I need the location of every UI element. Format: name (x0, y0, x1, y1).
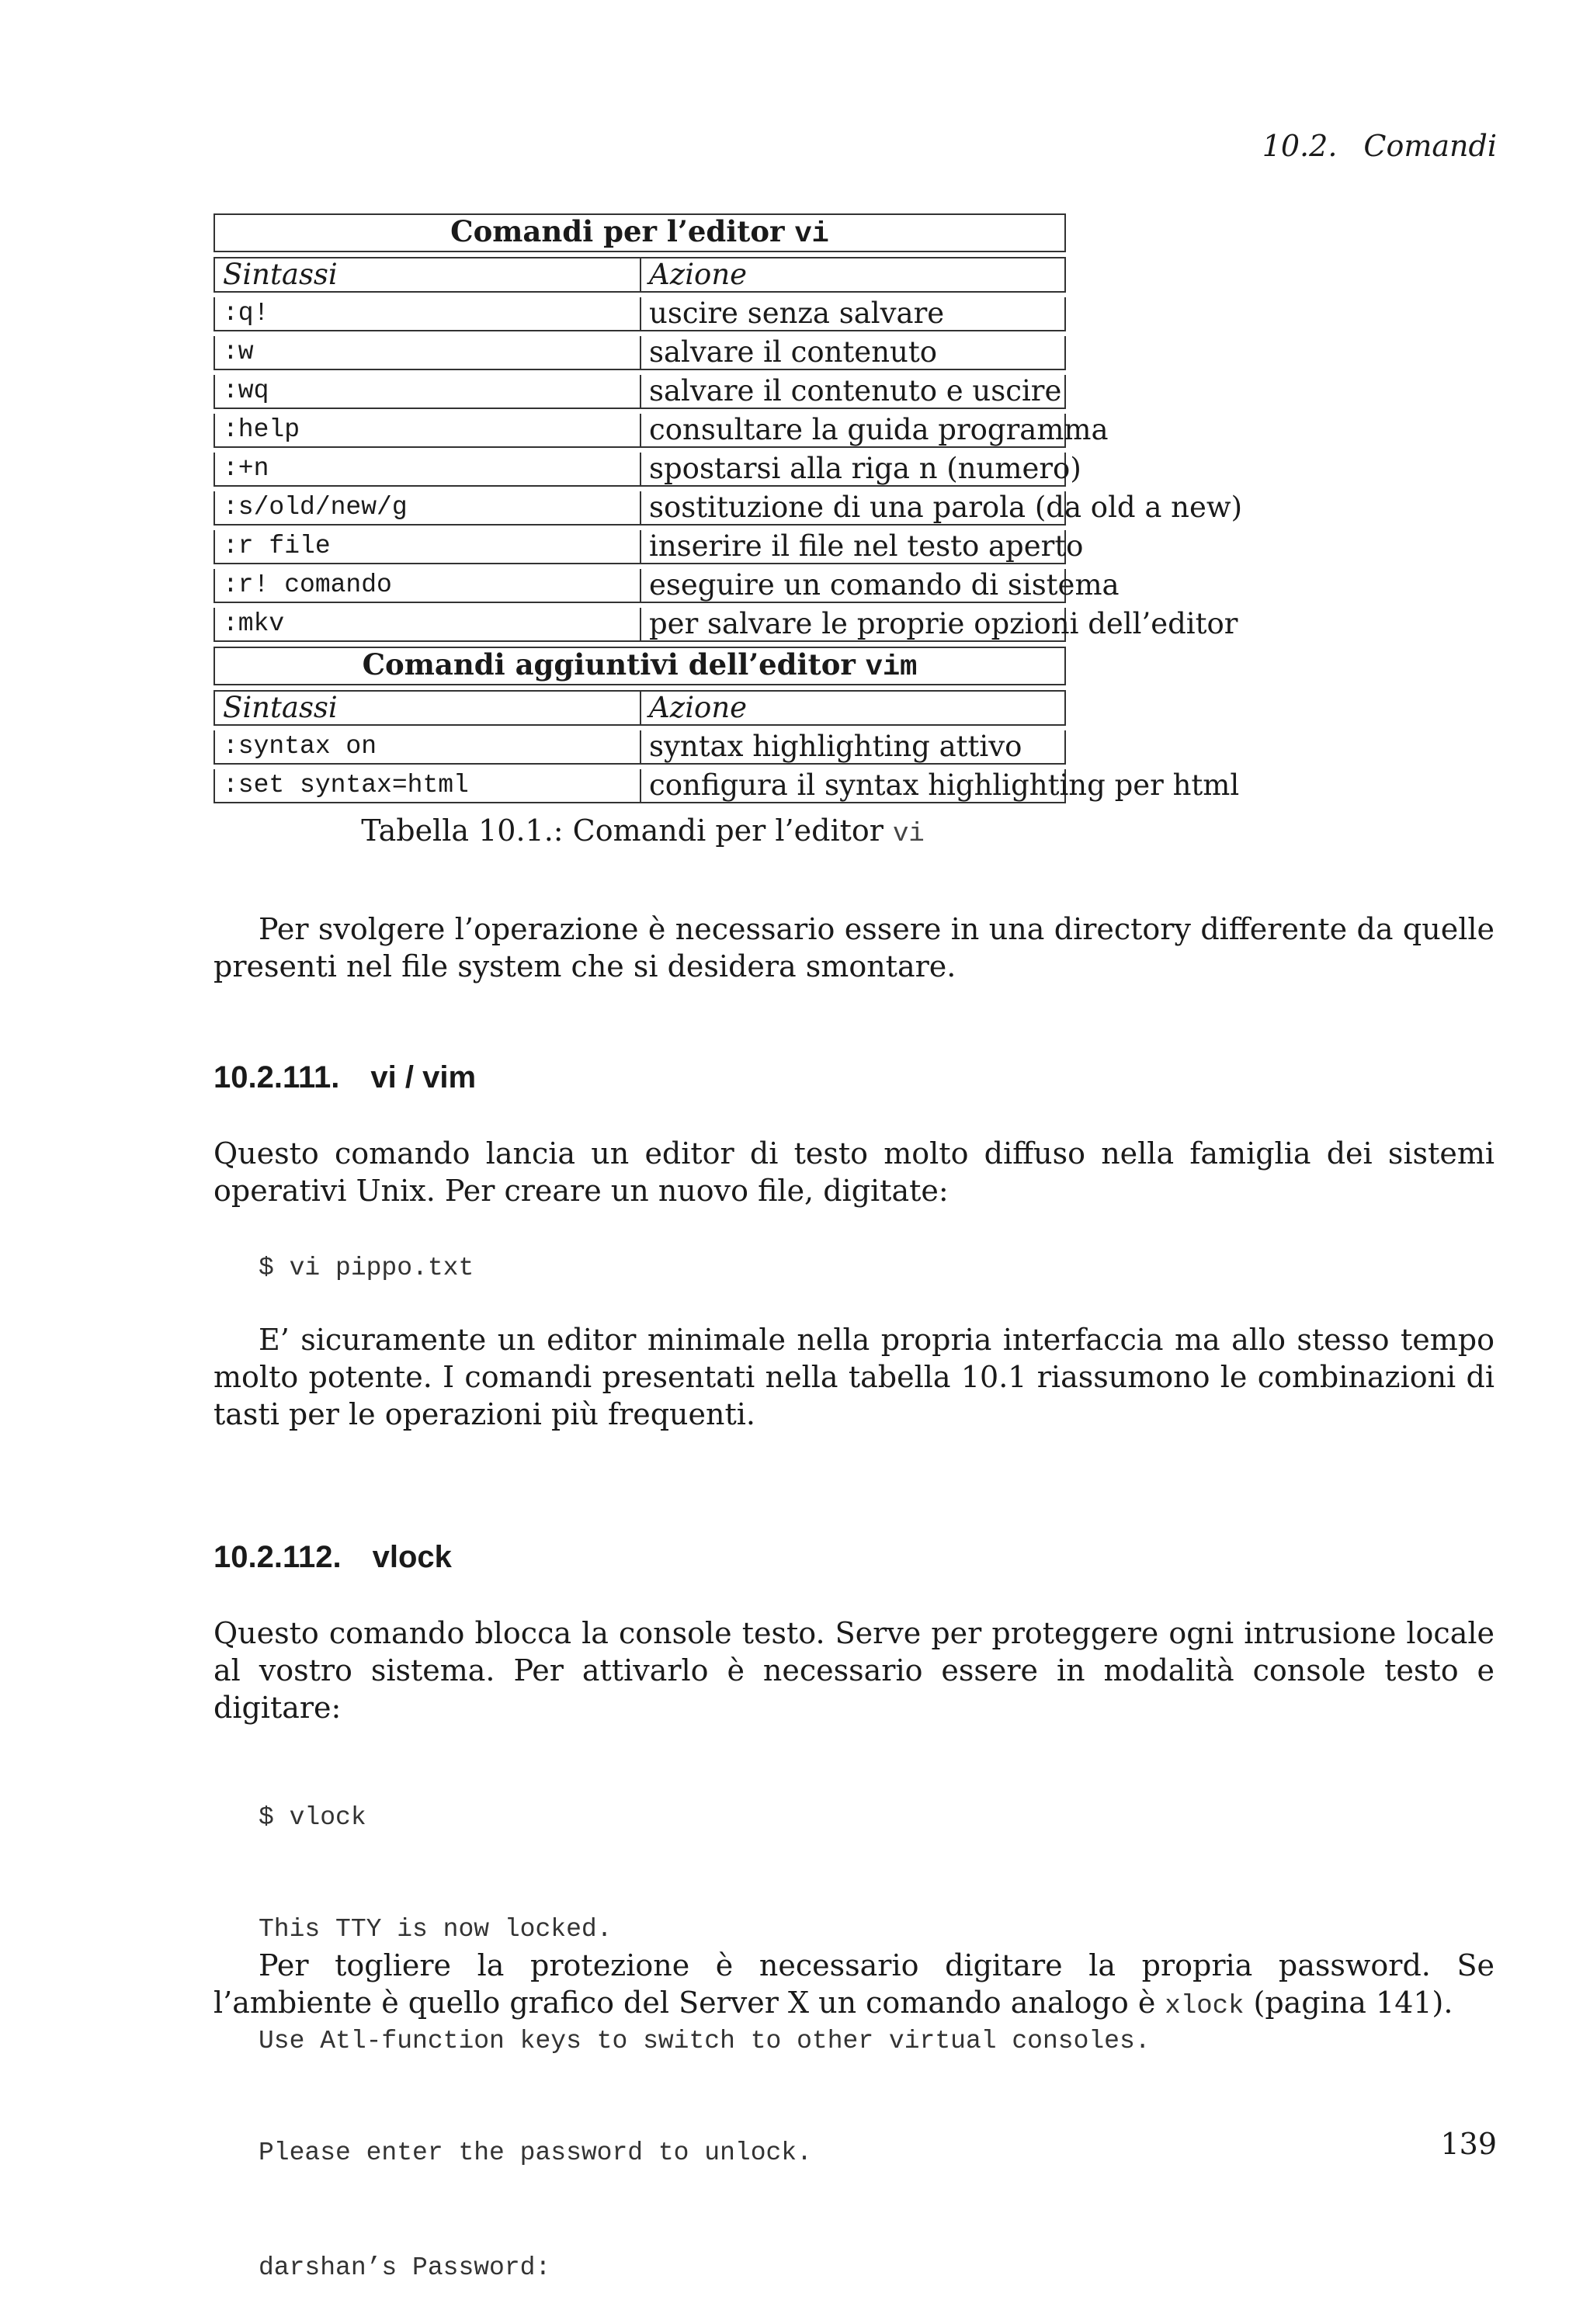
table-row (214, 297, 1066, 331)
table-row (214, 491, 1066, 526)
code-vi: $ vi pippo.txt (259, 1254, 474, 1282)
paragraph-unmount: Per svolgere l’operazione è necessario essere in una directory differente da quelle presenti nel file system che si desidera smontare. (214, 912, 1495, 983)
table-subtitle-code: vim (865, 651, 918, 684)
syntax-cell: :set syntax=html (214, 769, 640, 803)
syntax-cell: :help (214, 414, 640, 448)
syntax-cell: :s/old/new/g (214, 491, 640, 526)
header-section-number: 10.2. (1262, 129, 1338, 163)
table-row (214, 414, 1066, 448)
page-number: 139 (1440, 2127, 1497, 2161)
syntax-cell: :r file (214, 530, 640, 564)
running-header (1262, 129, 1497, 163)
action-cell: uscire senza salvare (640, 297, 1066, 331)
header-action: Azione (640, 690, 1066, 726)
action-cell: salvare il contenuto e uscire (640, 375, 1066, 409)
code-line: darshan’s Password: (259, 2253, 551, 2282)
heading-vi-number: 10.2.111. (214, 1060, 340, 1094)
table-row (214, 769, 1066, 803)
table-header-row (214, 257, 1066, 293)
syntax-cell: :syntax on (214, 730, 640, 765)
table-row (214, 453, 1066, 487)
table-header-row (214, 690, 1066, 726)
table-row (214, 608, 1066, 642)
syntax-cell: :w (214, 336, 640, 370)
table-row (214, 530, 1066, 564)
table-row (214, 336, 1066, 370)
code-line: $ vlock (259, 1803, 366, 1832)
action-cell: spostarsi alla riga n (numero) (640, 453, 1066, 487)
code-line: Please enter the password to unlock. (259, 2138, 812, 2167)
heading-vlock-title: vlock (372, 1540, 452, 1574)
caption-code: vi (893, 820, 925, 849)
heading-vlock (214, 1540, 452, 1575)
table-row (214, 730, 1066, 765)
vi-commands-table (214, 209, 1243, 808)
header-action: Azione (640, 257, 1066, 293)
action-cell: eseguire un comando di sistema (640, 569, 1066, 603)
table-caption: Tabella 10.1.: Comandi per l’editor vi (361, 813, 925, 849)
action-cell: inserire il file nel testo aperto (640, 530, 1066, 564)
heading-vi-title: vi / vim (370, 1060, 477, 1094)
paragraph-vlock-intro: Questo comando blocca la console testo. Serve per proteggere ogni intrusione locale al vostro sistema. Per attivarlo è necessario essere in modalità console testo e digitare: (214, 1616, 1495, 1725)
table-subtitle-row (214, 647, 1066, 685)
action-cell: salvare il contenuto (640, 336, 1066, 370)
heading-vi (214, 1060, 476, 1095)
code-line: This TTY is now locked. (259, 1915, 613, 1944)
table-row (214, 375, 1066, 409)
paragraph-vi-desc: E’ sicuramente un editor minimale nella propria interfaccia ma allo stesso tempo molto potente. I comandi presentati nella tabella 10.1 riassumono le combinazioni di tasti per le operazioni più frequenti. (214, 1323, 1495, 1431)
paragraph-vlock-final: Per togliere la protezione è necessario digitare la propria password. Se l’ambiente è quello grafico del Server X un comando analogo è xlock (pagina 141). (214, 1948, 1495, 2021)
syntax-cell: :r! comando (214, 569, 640, 603)
action-cell: syntax highlighting attivo (640, 730, 1066, 765)
heading-vlock-number: 10.2.112. (214, 1540, 342, 1574)
paragraph-vi-intro: Questo comando lancia un editor di testo molto diffuso nella famiglia dei sistemi operativi Unix. Per creare un nuovo file, digitate: (214, 1136, 1495, 1208)
inline-code-xlock: xlock (1165, 1992, 1245, 2021)
table-title-code: vi (794, 218, 829, 251)
syntax-cell: :wq (214, 375, 640, 409)
action-cell: per salvare le proprie opzioni dell’editor (640, 608, 1066, 642)
syntax-cell: :mkv (214, 608, 640, 642)
table-subtitle: Comandi aggiuntivi dell’editor vim (214, 647, 1066, 685)
header-syntax: Sintassi (214, 690, 640, 726)
action-cell: configura il syntax highlighting per html (640, 769, 1066, 803)
header-syntax: Sintassi (214, 257, 640, 293)
syntax-cell: :+n (214, 453, 640, 487)
table-title-row (214, 213, 1066, 252)
code-line: Use Atl-function keys to switch to other virtual consoles. (259, 2027, 1151, 2055)
action-cell: consultare la guida programma (640, 414, 1066, 448)
header-section-title: Comandi (1363, 129, 1497, 163)
table-title: Comandi per l’editor vi (214, 213, 1066, 252)
action-cell: sostituzione di una parola (da old a new) (640, 491, 1066, 526)
syntax-cell: :q! (214, 297, 640, 331)
table-row (214, 569, 1066, 603)
